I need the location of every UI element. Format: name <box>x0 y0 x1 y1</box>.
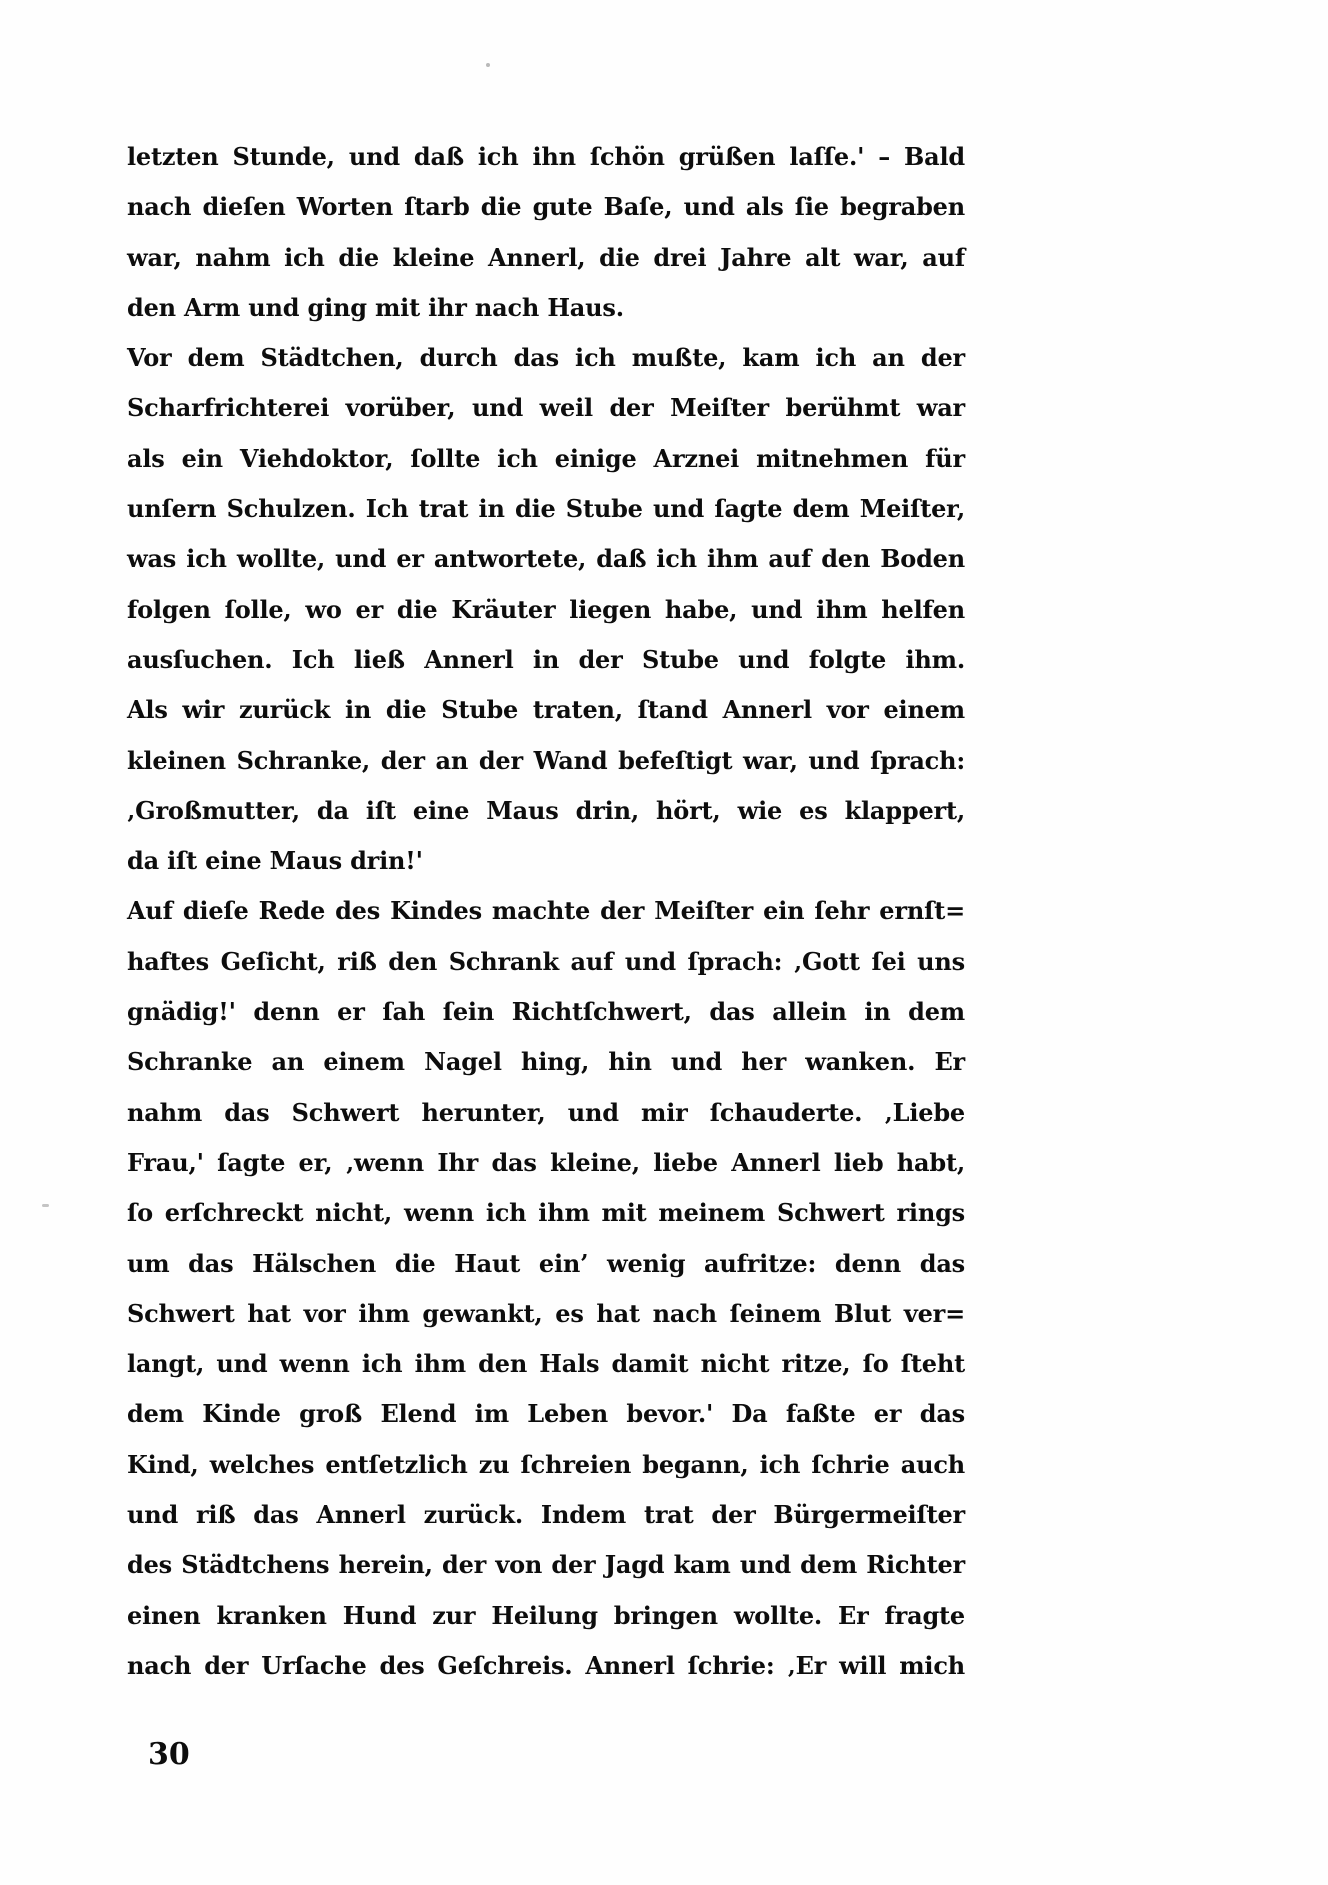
text-line: Vor dem Städtchen, durch das ich mußte, kam ich an der <box>127 343 965 373</box>
text-line: da iſt eine Maus drin!' <box>127 846 423 876</box>
text-line: als ein Viehdoktor, ſollte ich einige Arznei mitnehmen für <box>127 443 965 473</box>
text-line: Auf dieſe Rede des Kindes machte der Meiſter ein ſehr ernſt= <box>127 896 965 926</box>
text-line: nahm das Schwert herunter, und mir ſchauderte. ‚Liebe <box>127 1097 965 1127</box>
text-line: nach dieſen Worten ſtarb die gute Baſe, und als ſie begraben <box>127 192 965 222</box>
text-line: dem Kinde groß Elend im Leben bevor.' Da faßte er das <box>127 1399 965 1429</box>
text-line: Schranke an einem Nagel hing, hin und her wanken. Er <box>127 1047 965 1077</box>
text-line: Als wir zurück in die Stube traten, ſtand Annerl vor einem <box>127 695 965 725</box>
text-line: einen kranken Hund zur Heilung bringen wollte. Er fragte <box>127 1600 965 1630</box>
text-line: Frau,' ſagte er, ‚wenn Ihr das kleine, liebe Annerl lieb habt, <box>127 1147 965 1177</box>
text-line: Scharfrichterei vorüber, und weil der Meiſter berühmt war <box>127 393 965 423</box>
text-line: unſern Schulzen. Ich trat in die Stube und ſagte dem Meiſter, <box>127 494 965 524</box>
scan-speck <box>486 63 490 67</box>
text-line: haftes Geſicht, riß den Schrank auf und ſprach: ‚Gott ſei uns <box>127 946 965 976</box>
text-line: und riß das Annerl zurück. Indem trat der Bürgermeiſter <box>127 1500 965 1530</box>
scan-speck <box>42 1204 49 1207</box>
text-line: Kind, welches entſetzlich zu ſchreien begann, ich ſchrie auch <box>127 1449 965 1479</box>
text-line: nach der Urſache des Geſchreis. Annerl ſchrie: ‚Er will mich <box>127 1650 965 1680</box>
text-line: kleinen Schranke, der an der Wand befeſtigt war, und ſprach: <box>127 745 965 775</box>
text-line: langt, und wenn ich ihm den Hals damit nicht ritze, ſo ſteht <box>127 1349 965 1379</box>
text-line: gnädig!' denn er ſah ſein Richtſchwert, das allein in dem <box>127 997 965 1027</box>
page-number: 30 <box>148 1737 190 1772</box>
text-line: was ich wollte, und er antwortete, daß ich ihm auf den Boden <box>127 544 965 574</box>
text-line: ausſuchen. Ich ließ Annerl in der Stube und folgte ihm. <box>127 644 965 674</box>
text-line: des Städtchens herein, der von der Jagd kam und dem Richter <box>127 1550 965 1580</box>
text-line: war, nahm ich die kleine Annerl, die drei Jahre alt war, auf <box>127 242 965 272</box>
text-line: ‚Großmutter, da iſt eine Maus drin, hört, wie es klappert, <box>127 795 965 825</box>
text-line: den Arm und ging mit ihr nach Haus. <box>127 292 624 322</box>
text-line: letzten Stunde, und daß ich ihn ſchön grüßen laſſe.' – Bald <box>127 142 965 171</box>
text-line: ſo erſchreckt nicht, wenn ich ihm mit meinem Schwert rings <box>127 1198 965 1228</box>
page-text <box>127 132 965 1691</box>
text-line: folgen ſolle, wo er die Kräuter liegen habe, und ihm helfen <box>127 594 965 624</box>
text-line: um das Hälschen die Haut ein’ wenig aufritze: denn das <box>127 1248 965 1278</box>
text-line: Schwert hat vor ihm gewankt, es hat nach ſeinem Blut ver= <box>127 1298 965 1328</box>
